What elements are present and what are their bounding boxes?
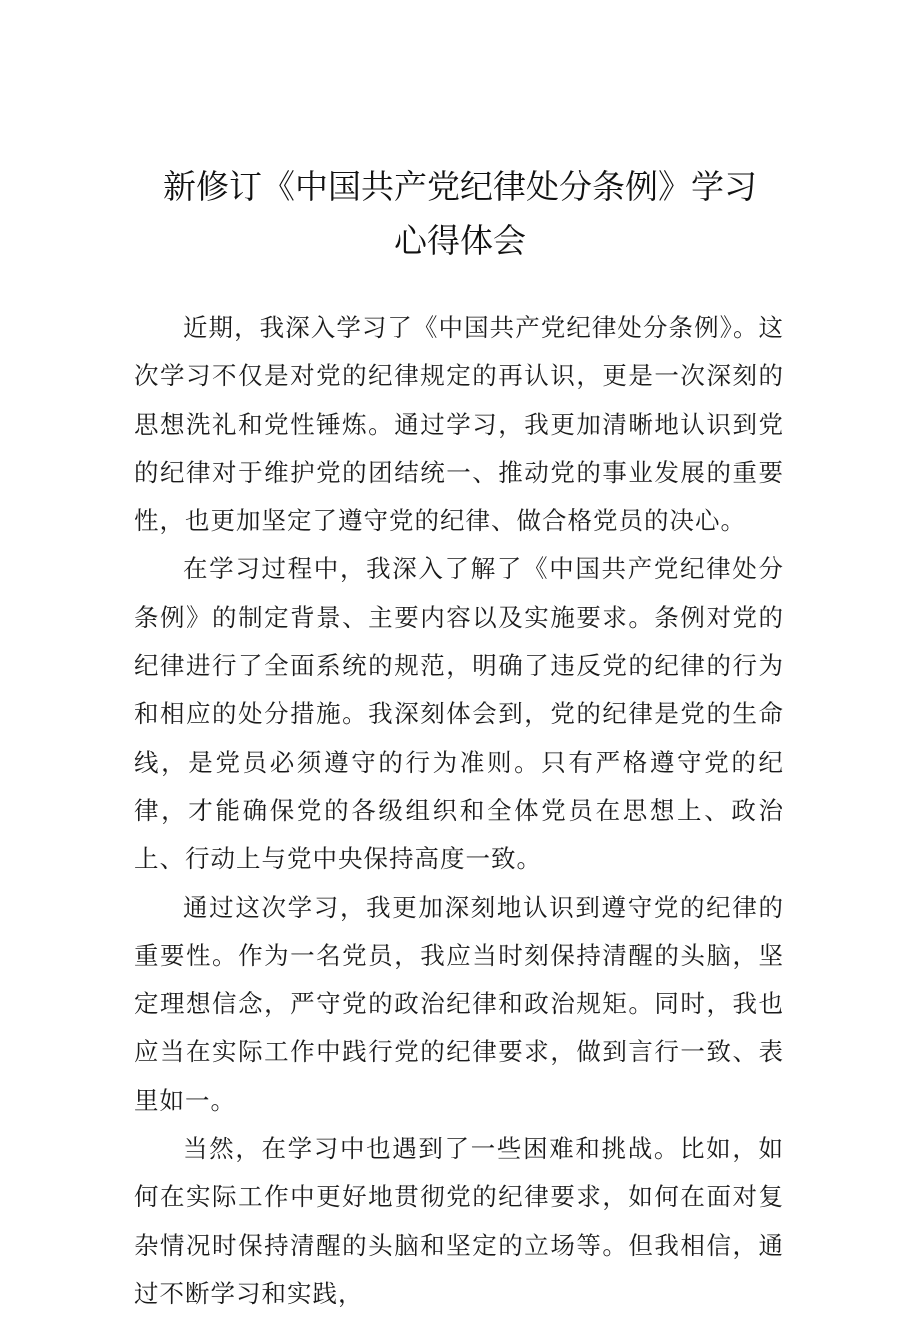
title-line-2: 心得体会 xyxy=(394,221,526,260)
paragraph: 近期，我深入学习了《中国共产党纪律处分条例》。这次学习不仅是对党的纪律规定的再认识，更是一次深刻的思想洗礼和党性锤炼。通过学习，我更加清晰地认识到党的纪律对于维护党的团结统一、推动党的事业发展的重要性，也更加坚定了遵守党的纪律、做合格党员的决心。 xyxy=(134,313,784,536)
paragraph: 当然，在学习中也遇到了一些困难和挑战。比如，如何在实际工作中更好地贯彻党的纪律要求，如何在面对复杂情况时保持清醒的头脑和坚定的立场等。但我相信，通过不断学习和实践， xyxy=(134,1134,784,1308)
paragraph: 在学习过程中，我深入了解了《中国共产党纪律处分条例》的制定背景、主要内容以及实施要求。条例对党的纪律进行了全面系统的规范，明确了违反党的纪律的行为和相应的处分措施。我深刻体会到，党的纪律是党的生命线，是党员必须遵守的行为准则。只有严格遵守党的纪律，才能确保党的各级组织和全体党员在思想上、政治上、行动上与党中央保持高度一致。 xyxy=(134,554,784,874)
paragraph: 通过这次学习，我更加深刻地认识到遵守党的纪律的重要性。作为一名党员，我应当时刻保持清醒的头脑，坚定理想信念，严守党的政治纪律和政治规矩。同时，我也应当在实际工作中践行党的纪律要求，做到言行一致、表里如一。 xyxy=(134,892,784,1115)
document-body xyxy=(134,304,784,1318)
document-title xyxy=(120,160,800,268)
title-line-1: 新修订《中国共产党纪律处分条例》学习 xyxy=(163,167,757,206)
